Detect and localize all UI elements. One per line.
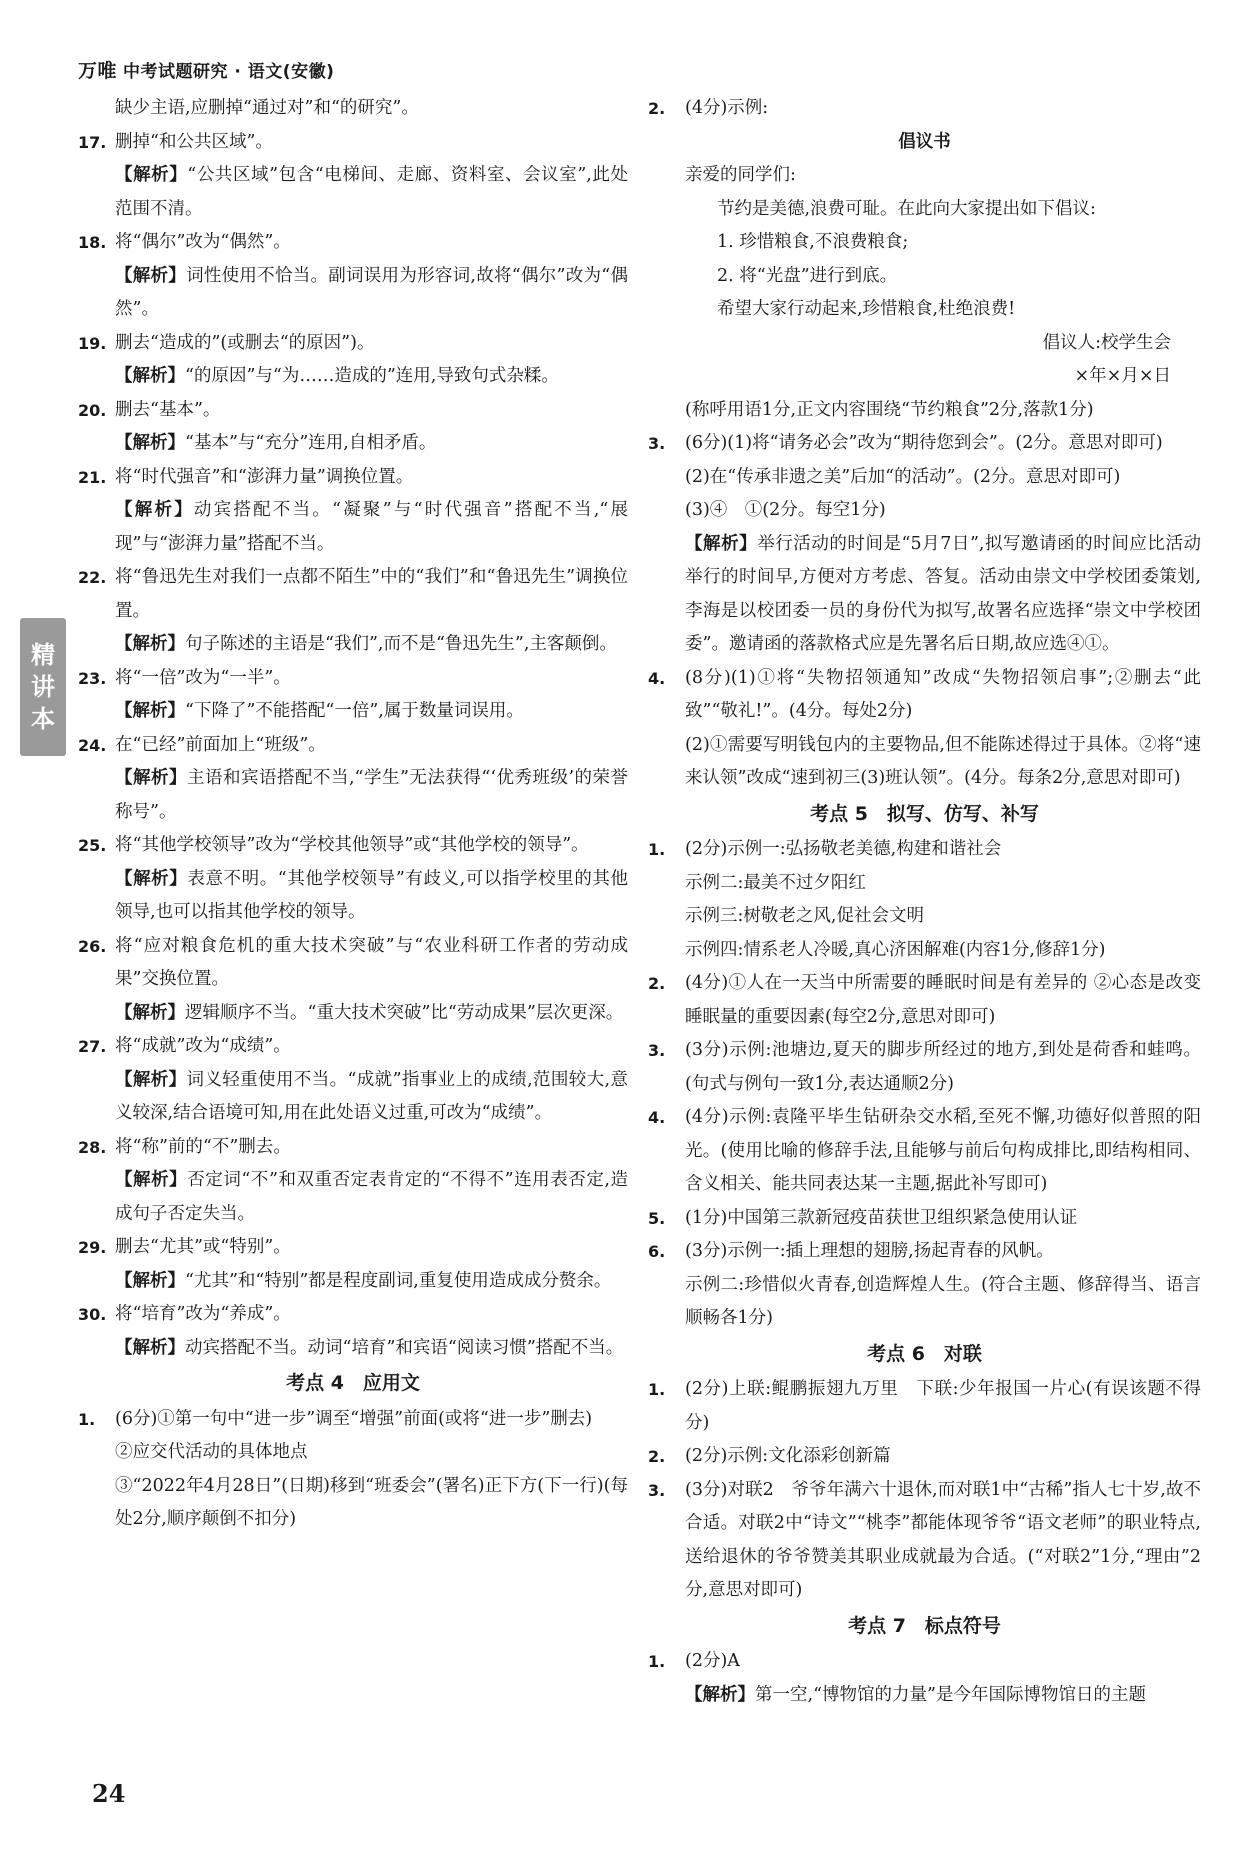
question-number: 30. [78, 1305, 107, 1324]
answer-text: (4分)示例:袁隆平毕生钻研杂交水稻,至死不懈,功德好似普照的阳光。(使用比喻的修辞手法,且能够与前后句构成排比,即结构相同、含义相关、能共同表达某一主题,据此补写即可) [685, 1107, 1201, 1194]
question-number: 2. [648, 99, 666, 118]
note-text: “的原因”与“为……造成的”连用,导致句式杂糅。 [185, 366, 559, 386]
letter-line: 希望大家行动起来,珍惜粮食,杜绝浪费! [717, 299, 1016, 319]
analysis-note [78, 762, 628, 829]
answer-item [648, 833, 1201, 867]
analysis-note [78, 1164, 628, 1231]
question-number: 26. [78, 936, 107, 956]
answer-line [648, 729, 1201, 796]
note-text: ③“2022年4月28日”(日期)移到“班委会”(署名)正下方(下一行)(每处2分,顺序颠倒不扣分) [115, 1475, 628, 1529]
answer-item [78, 1030, 628, 1064]
analysis-label: 【解析】 [115, 1270, 185, 1291]
analysis-label: 【解析】 [115, 366, 185, 386]
answer-text: 删去“造成的”(或删去“的原因”)。 [115, 332, 375, 353]
section-heading: 考点 6 对联 [867, 1342, 982, 1365]
analysis-note [78, 494, 628, 561]
note-text: 主语和宾语搭配不当,“学生”无法获得“‘优秀班级’的荣誉称号”。 [115, 768, 628, 822]
analysis-note [648, 1679, 1201, 1713]
answer-item [648, 1202, 1201, 1236]
analysis-label: 【解析】 [115, 433, 185, 453]
note-text: 示例四:情系老人冷暖,真心济困解难(内容1分,修辞1分) [685, 939, 1106, 960]
note-text: (2)在“传承非遗之美”后加“的活动”。(2分。意思对即可) [685, 466, 1121, 487]
analysis-label: 【解析】 [115, 500, 194, 520]
answer-line [648, 1269, 1201, 1336]
analysis-label: 【解析】 [115, 868, 188, 889]
letter-title: 倡议书 [898, 131, 951, 152]
answer-text: 将“一倍”改为“一半”。 [115, 667, 291, 688]
answer-line [648, 900, 1201, 934]
letter-line: 节约是美德,浪费可耻。在此向大家提出如下倡议: [717, 198, 1096, 219]
analysis-label: 【解析】 [115, 165, 188, 185]
answer-item [78, 327, 628, 361]
answer-item [648, 1101, 1201, 1202]
answer-line [648, 934, 1201, 968]
analysis-note [78, 159, 628, 226]
answer-text: (3分)对联2 爷爷年满六十退休,而对联1中“古稀”指人七十岁,故不合适。对联2中“诗文”“桃李”都能体现爷爷“语文老师”的职业特点,送给退休的爷爷赞美其职业成就最为合适。(“对联2”1分,“理由”2分,意思对即可) [685, 1479, 1201, 1600]
letter-signature: ×年×月×日 [1074, 366, 1171, 386]
note-text: “下降了”不能搭配“一倍”,属于数量词误用。 [185, 701, 524, 721]
note-text: “基本”与“充分”连用,自相矛盾。 [185, 433, 437, 453]
answer-text: (2分)示例一:弘扬敬老美德,构建和谐社会 [685, 839, 1002, 859]
analysis-label: 【解析】 [115, 634, 185, 654]
question-number: 25. [78, 836, 107, 855]
answer-item [78, 1403, 628, 1437]
analysis-label: 【解析】 [115, 1337, 185, 1358]
answer-item [648, 967, 1201, 1034]
answer-item [648, 1645, 1201, 1679]
question-number: 3. [648, 1480, 666, 1500]
analysis-note [78, 260, 628, 327]
question-number: 23. [78, 668, 107, 688]
answer-line [78, 1436, 628, 1470]
note-text: 表意不明。“其他学校领导”有歧义,可以指学校里的其他领导,也可以指其他学校的领导。 [115, 868, 628, 922]
section-heading: 考点 5 拟写、仿写、补写 [810, 802, 1039, 825]
answer-text: (4分)①人在一天当中所需要的睡眠时间是有差异的 ②心态是改变睡眠量的重要因素(每空2分,意思对即可) [685, 973, 1201, 1027]
question-number: 1. [78, 1409, 96, 1429]
analysis-note [78, 360, 628, 394]
analysis-label: 【解析】 [115, 1069, 187, 1090]
answer-line [648, 494, 1201, 528]
note-text: 否定词“不”和双重否定表肯定的“不得不”连用表否定,造成句子否定失当。 [115, 1170, 628, 1224]
answer-item [648, 427, 1201, 461]
answer-item [78, 1298, 628, 1332]
answer-line [78, 92, 628, 126]
analysis-label: 【解析】 [685, 1684, 755, 1705]
answer-text: 将“时代强音”和“澎湃力量”调换位置。 [115, 466, 414, 487]
right-column [648, 92, 1201, 1712]
note-text: ②应交代活动的具体地点 [115, 1442, 308, 1462]
answer-item [78, 1231, 628, 1265]
question-number: 22. [78, 568, 107, 587]
answer-line [648, 394, 1201, 428]
answer-text: 将“偶尔”改为“偶然”。 [115, 232, 291, 252]
answer-text: 将“其他学校领导”改为“学校其他领导”或“其他学校的领导”。 [115, 835, 589, 855]
answer-text: 在“已经”前面加上“班级”。 [115, 734, 326, 755]
answer-text: (3分)示例:池塘边,夏天的脚步所经过的地方,到处是荷香和蛙鸣。(句式与例句一致1分,表达通顺2分) [685, 1040, 1201, 1094]
analysis-note [78, 695, 628, 729]
note-text: 动宾搭配不当。动词“培育”和宾语“阅读习惯”搭配不当。 [185, 1337, 624, 1358]
note-text: 词性使用不恰当。副词误用为形容词,故将“偶尔”改为“偶然”。 [115, 265, 629, 319]
answer-item [78, 126, 628, 160]
side-tab [20, 618, 66, 756]
answer-text: 将“称”前的“不”删去。 [115, 1136, 291, 1157]
question-number: 6. [648, 1242, 666, 1261]
analysis-note [78, 628, 628, 662]
letter-signature: 倡议人:校学生会 [1042, 332, 1171, 353]
book-title: 中考试题研究 · 语文(安徽) [123, 62, 335, 82]
note-text: 示例二:最美不过夕阳红 [685, 872, 866, 893]
answer-text: (8分)(1)①将“失物招领通知”改成“失物招领启事”;②删去“此致”“敬礼!”。(4分。每处2分) [685, 667, 1201, 721]
note-text: 示例三:树敬老之风,促社会文明 [685, 906, 924, 926]
answer-item [78, 930, 628, 997]
answer-text: (2分)上联:鲲鹏振翅九万里 下联:少年报国一片心(有误该题不得分) [685, 1379, 1201, 1433]
question-number: 17. [78, 132, 107, 152]
answer-text: 将“成就”改为“成绩”。 [115, 1036, 291, 1056]
side-tab-char: 讲 [31, 673, 55, 701]
brand-logo: 万唯 [78, 60, 118, 82]
answer-text: 将“培育”改为“养成”。 [115, 1304, 291, 1324]
answer-text: 将“应对粮食危机的重大技术突破”与“农业科研工作者的劳动成果”交换位置。 [115, 935, 628, 989]
question-number: 1. [648, 1380, 666, 1399]
answer-item [648, 1474, 1201, 1608]
question-number: 3. [648, 1041, 666, 1060]
question-number: 1. [648, 1652, 666, 1671]
answer-item [648, 1235, 1201, 1269]
analysis-label: 【解析】 [115, 768, 187, 788]
question-number: 4. [648, 668, 666, 688]
question-number: 3. [648, 434, 666, 453]
analysis-note [648, 528, 1201, 662]
side-tab-char: 本 [31, 705, 55, 733]
question-number: 2. [648, 1447, 666, 1466]
note-text: “尤其”和“特别”都是程度副词,重复使用造成成分赘余。 [185, 1270, 612, 1291]
answer-text: (6分)(1)将“请务必会”改为“期待您到会”。(2分。意思对即可) [685, 433, 1163, 453]
side-tab-char: 精 [31, 641, 55, 669]
analysis-note [78, 1332, 628, 1366]
left-column [78, 92, 628, 1537]
analysis-label: 【解析】 [115, 701, 185, 721]
answer-text: 删去“基本”。 [115, 399, 221, 420]
answer-line [648, 867, 1201, 901]
note-text: 词义轻重使用不当。“成就”指事业上的成绩,范围较大,意义较深,结合语境可知,用在此处语义过重,可改为“成绩”。 [115, 1069, 628, 1123]
question-number: 24. [78, 735, 107, 755]
answer-text: 删去“尤其”或“特别”。 [115, 1237, 291, 1257]
question-number: 5. [648, 1208, 666, 1228]
question-number: 20. [78, 400, 107, 420]
analysis-label: 【解析】 [115, 265, 187, 286]
answer-item [648, 92, 1201, 126]
analysis-label: 【解析】 [685, 533, 758, 554]
analysis-label: 【解析】 [115, 1170, 188, 1190]
answer-item [648, 662, 1201, 729]
question-number: 1. [648, 840, 666, 859]
question-number: 29. [78, 1238, 107, 1257]
analysis-note [78, 863, 628, 930]
question-number: 27. [78, 1037, 107, 1056]
answer-text: (1分)中国第三款新冠疫苗获世卫组织紧急使用认证 [685, 1207, 1078, 1228]
page-number: 24 [92, 1779, 126, 1808]
answer-text: (4分)示例: [685, 98, 769, 118]
analysis-note [78, 997, 628, 1031]
page-header [78, 56, 334, 83]
section-heading: 考点 4 应用文 [286, 1372, 420, 1394]
answer-text: (2分)A [685, 1651, 740, 1671]
note-text: (2)①需要写明钱包内的主要物品,但不能陈述得过于具体。②将“速来认领”改成“速到初三(3)班认领”。(4分。每条2分,意思对即可) [685, 734, 1201, 788]
section-heading: 考点 7 标点符号 [848, 1614, 1001, 1637]
note-text: (3)④ ①(2分。每空1分) [685, 500, 886, 520]
answer-item [78, 1131, 628, 1165]
answer-line [648, 461, 1201, 495]
note-text: 第一空,“博物馆的力量”是今年国际博物馆日的主题 [755, 1684, 1146, 1705]
analysis-note [78, 1265, 628, 1299]
answer-item [78, 729, 628, 763]
note-text: 句子陈述的主语是“我们”,而不是“鲁迅先生”,主客颠倒。 [185, 634, 617, 654]
note-text: 动宾搭配不当。“凝聚”与“时代强音”搭配不当,“展现”与“澎湃力量”搭配不当。 [115, 500, 628, 554]
analysis-note [78, 1064, 628, 1131]
analysis-note [78, 427, 628, 461]
answer-item [78, 829, 628, 863]
answer-text: (2分)示例:文化添彩创新篇 [685, 1446, 891, 1466]
note-text: “公共区域”包含“电梯间、走廊、资料室、会议室”,此处范围不清。 [115, 165, 628, 219]
note-text: (称呼用语1分,正文内容围绕“节约粮食”2分,落款1分) [685, 399, 1094, 420]
answer-text: (6分)①第一句中“进一步”调至“增强”前面(或将“进一步”删去) [115, 1408, 593, 1429]
note-text: 举行活动的时间是“5月7日”,拟写邀请函的时间应比活动举行的时间早,方便对方考虑、答复。活动由崇文中学校团委策划,李海是以校团委一员的身份代为拟写,故署名应选择“崇文中学校团委”。邀请函的落款格式应是先署名后日期,故应选④①。 [685, 533, 1201, 654]
answer-item [78, 561, 628, 628]
letter-line: 1. 珍惜粮食,不浪费粮食; [717, 232, 909, 252]
question-number: 2. [648, 974, 666, 993]
answer-text: 删掉“和公共区域”。 [115, 131, 273, 152]
question-number: 28. [78, 1137, 107, 1157]
answer-item [648, 1034, 1201, 1101]
answer-item [648, 1373, 1201, 1440]
question-number: 18. [78, 233, 107, 252]
answer-item [78, 394, 628, 428]
letter-line: 2. 将“光盘”进行到底。 [717, 265, 898, 286]
note-text: 逻辑顺序不当。“重大技术突破”比“劳动成果”层次更深。 [185, 1002, 624, 1023]
answer-item [78, 461, 628, 495]
question-number: 21. [78, 467, 107, 487]
question-number: 4. [648, 1108, 666, 1127]
answer-item [78, 662, 628, 696]
question-number: 19. [78, 333, 107, 353]
answer-text: 将“鲁迅先生对我们一点都不陌生”中的“我们”和“鲁迅先生”调换位置。 [115, 567, 628, 621]
note-text: 示例二:珍惜似火青春,创造辉煌人生。(符合主题、修辞得当、语言顺畅各1分) [685, 1274, 1201, 1328]
answer-line [78, 1470, 628, 1537]
answer-item [648, 1440, 1201, 1474]
analysis-label: 【解析】 [115, 1002, 185, 1023]
letter-line: 亲爱的同学们: [685, 165, 796, 185]
note-text: 缺少主语,应删掉“通过对”和“的研究”。 [115, 98, 419, 118]
answer-item [78, 226, 628, 260]
answer-text: (3分)示例一:插上理想的翅膀,扬起青春的风帆。 [685, 1241, 1054, 1261]
